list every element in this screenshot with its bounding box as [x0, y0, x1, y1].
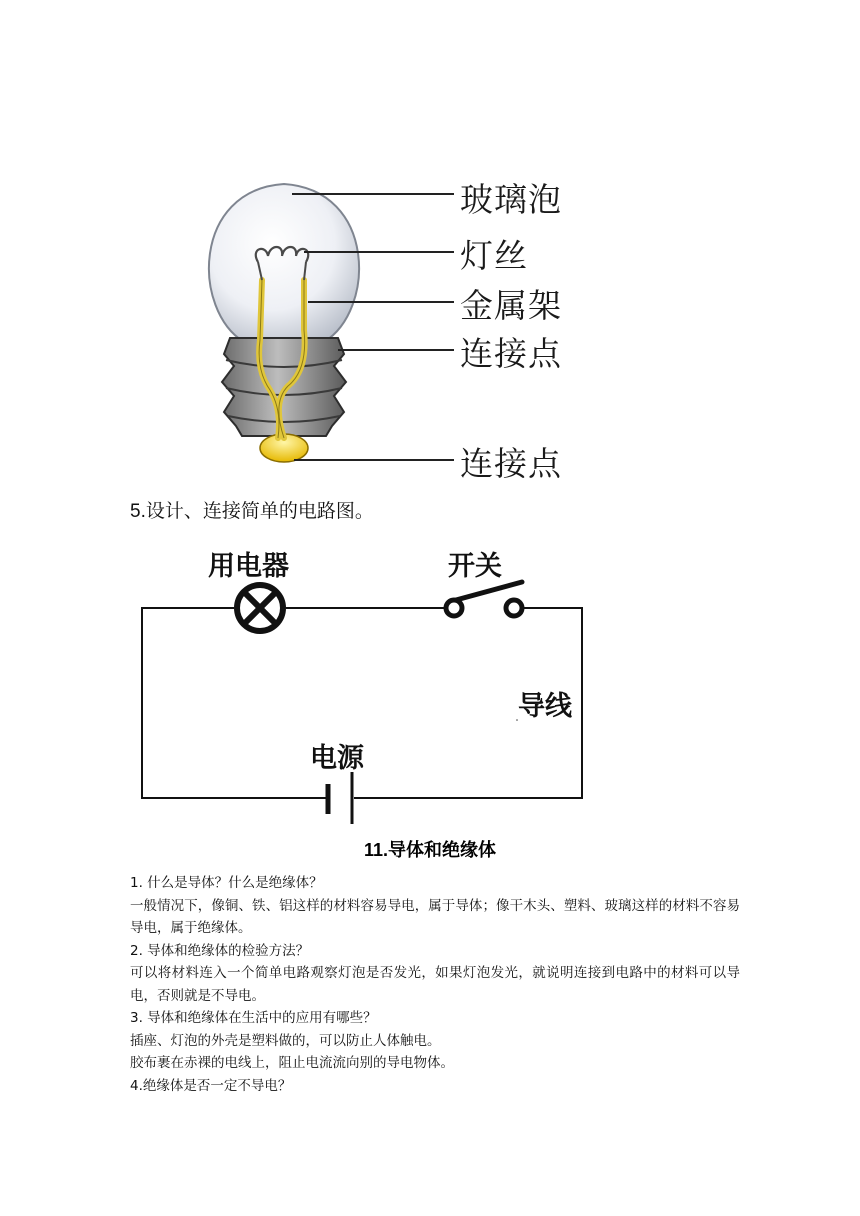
circuit-drawing — [130, 536, 600, 826]
section-title: 5.设计、连接简单的电路图。 — [130, 501, 374, 522]
glass-globe — [209, 184, 359, 342]
lesson-content — [130, 872, 740, 1097]
label-contact-point-upper: 连接点 — [460, 334, 562, 373]
label-filament: 灯丝 — [460, 236, 528, 275]
battery-symbol — [328, 772, 352, 824]
question-2: 2. 导体和绝缘体的检验方法？ — [130, 942, 310, 959]
wire-left-top — [142, 608, 326, 798]
label-appliance: 用电器 — [208, 551, 289, 582]
label-power-source: 电源 — [310, 743, 364, 774]
label-metal-support: 金属架 — [460, 286, 562, 325]
question-3: 3. 导体和绝缘体在生活中的应用有哪些？ — [130, 1010, 377, 1026]
answer-3a: 插座、灯泡的外壳是塑料做的，可以防止人体触电。 — [130, 1032, 441, 1049]
answer-1: 一般情况下，像铜、铁、铝这样的材料容易导电，属于导体；像干木头、塑料、玻璃这样的材料不容易导电，属于绝缘体。 — [130, 897, 740, 936]
label-switch: 开关 — [448, 551, 502, 582]
circuit-diagram — [130, 536, 600, 826]
lamp-symbol — [237, 585, 283, 631]
label-glass-bulb: 玻璃泡 — [460, 180, 562, 219]
question-1: 1. 什么是导体？什么是绝缘体？ — [130, 875, 323, 891]
switch-symbol — [446, 582, 522, 616]
label-wire: 导线 — [518, 691, 572, 722]
label-contact-point-lower: 连接点 — [460, 444, 562, 483]
answer-3b: 胶布裹在赤裸的电线上，阻止电流流向别的导电物体。 — [130, 1055, 454, 1071]
answer-2: 可以将材料连入一个简单电路观察灯泡是否发光，如果灯泡发光，就说明连接到电路中的材料可以导电，否则就是不导电。 — [130, 965, 740, 1004]
lesson-heading: 11.导体和绝缘体 — [363, 840, 497, 860]
light-bulb-diagram — [192, 170, 584, 482]
question-4: 4.绝缘体是否一定不导电？ — [130, 1077, 292, 1094]
